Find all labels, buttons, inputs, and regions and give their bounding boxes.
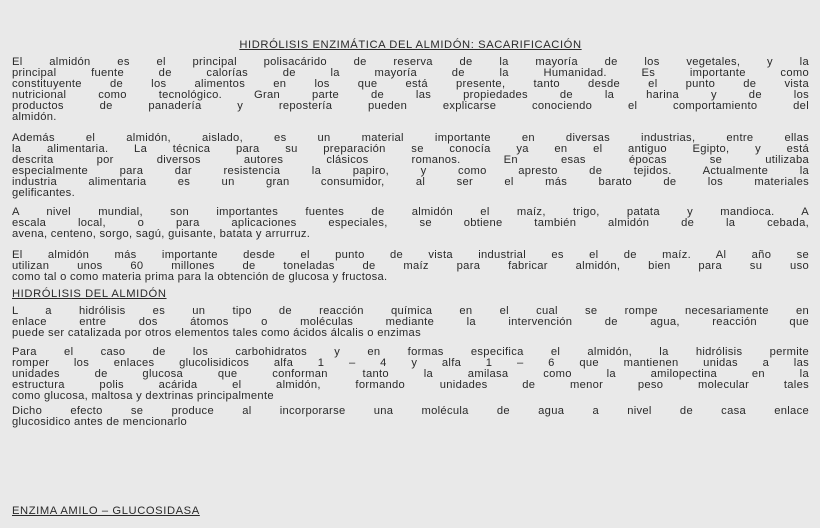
heading-enzima: ENZIMA AMILO – GLUCOSIDASA: [12, 505, 200, 517]
paragraph-line: nutricional como tecnológico. Gran parte de las propiedades de la harina y de los: [12, 89, 809, 102]
paragraph-carbohidratos: [12, 347, 809, 402]
paragraph-maiz: [12, 250, 809, 283]
paragraph-line: como tal o como materia prima para la obtención de glucosa y fructosa.: [12, 271, 388, 284]
paragraph-line: utilizan unos 60 millones de toneladas de maíz para fabricar almidón, bien para su uso: [12, 260, 809, 273]
paragraph-line: glucosidico antes de mencionarlo: [12, 416, 188, 429]
paragraph-line: L a hidrólisis es un tipo de reacción química en el cual se rompe necesariamente en: [12, 305, 809, 317]
paragraph-line: descrita por diversos autores clásicos romanos. En esas épocas se utilizaba: [12, 154, 809, 167]
paragraph-line: gelificantes.: [12, 187, 75, 200]
paragraph-line: almidón.: [12, 111, 57, 124]
paragraph-almidon-industria: [12, 133, 809, 200]
paragraph-fuentes: [12, 207, 809, 240]
paragraph-line: unidades de glucosa que conforman tanto la amilasa como la amilopectina en la: [12, 368, 809, 381]
paragraph-line: constituyente de los alimentos en los que está presente, tanto desde el punto de vista: [12, 78, 809, 91]
paragraph-line: principal fuente de calorías de la mayoría de la Humanidad. Es importante como: [12, 67, 809, 80]
heading-hidrolisis: HIDRÓLISIS DEL ALMIDÓN: [12, 288, 167, 300]
document-page: [12, 0, 809, 528]
paragraph-line: estructura polis acárida el almidón, formando unidades de menor peso molecular tales: [12, 379, 809, 392]
paragraph-line: industria alimentaria es un gran consumidor, al ser el más barato de los materiales: [12, 176, 809, 189]
paragraph-line: la alimentaria. La técnica para su preparación se conocía ya en el antiguo Egipto, y está: [12, 143, 809, 156]
paragraph-hidrolisis-definicion: [12, 306, 809, 339]
paragraph-line: como glucosa, maltosa y dextrinas principalmente: [12, 390, 274, 403]
paragraph-line: especialmente para dar resistencia la papiro, y como apresto de tejidos. Actualmente la: [12, 165, 809, 178]
paragraph-line: enlace entre dos átomos o moléculas mediante la intervención de agua, reacción que: [12, 316, 809, 329]
paragraph-line: El almidón más importante desde el punto de vista industrial es el de maíz. Al año se: [12, 249, 809, 261]
paragraph-line: El almidón es el principal polisacárido de reserva de la mayoría de los vegetales, y la: [12, 56, 809, 68]
document-title: HIDRÓLISIS ENZIMÁTICA DEL ALMIDÓN: SACARIFICACIÓN: [239, 39, 582, 51]
paragraph-efecto: [12, 406, 809, 428]
paragraph-line: escala local, o para aplicaciones especiales, se obtiene también almidón de la cebada,: [12, 217, 809, 230]
paragraph-almidon-intro: [12, 57, 809, 124]
paragraph-line: Dicho efecto se produce al incorporarse una molécula de agua a nivel de casa enlace: [12, 405, 809, 417]
paragraph-line: Además el almidón, aislado, es un material importante en diversas industrias, entre ellas: [12, 132, 809, 144]
paragraph-line: Para el caso de los carbohidratos y en formas especifica el almidón, la hidrólisis permite: [12, 346, 809, 358]
paragraph-line: romper los enlaces glucolisidicos alfa 1 – 4 y alfa 1 – 6 que mantienen unidas a las: [12, 357, 809, 370]
paragraph-line: productos de panadería y repostería pueden explicarse conociendo el comportamiento del: [12, 100, 809, 113]
paragraph-line: avena, centeno, sorgo, sagú, guisante, batata y arrurruz.: [12, 228, 311, 241]
paragraph-line: A nivel mundial, son importantes fuentes de almidón el maíz, trigo, patata y mandioca. A: [12, 206, 809, 218]
paragraph-line: puede ser catalizada por otros elementos tales como ácidos álcalis o enzimas: [12, 327, 421, 340]
